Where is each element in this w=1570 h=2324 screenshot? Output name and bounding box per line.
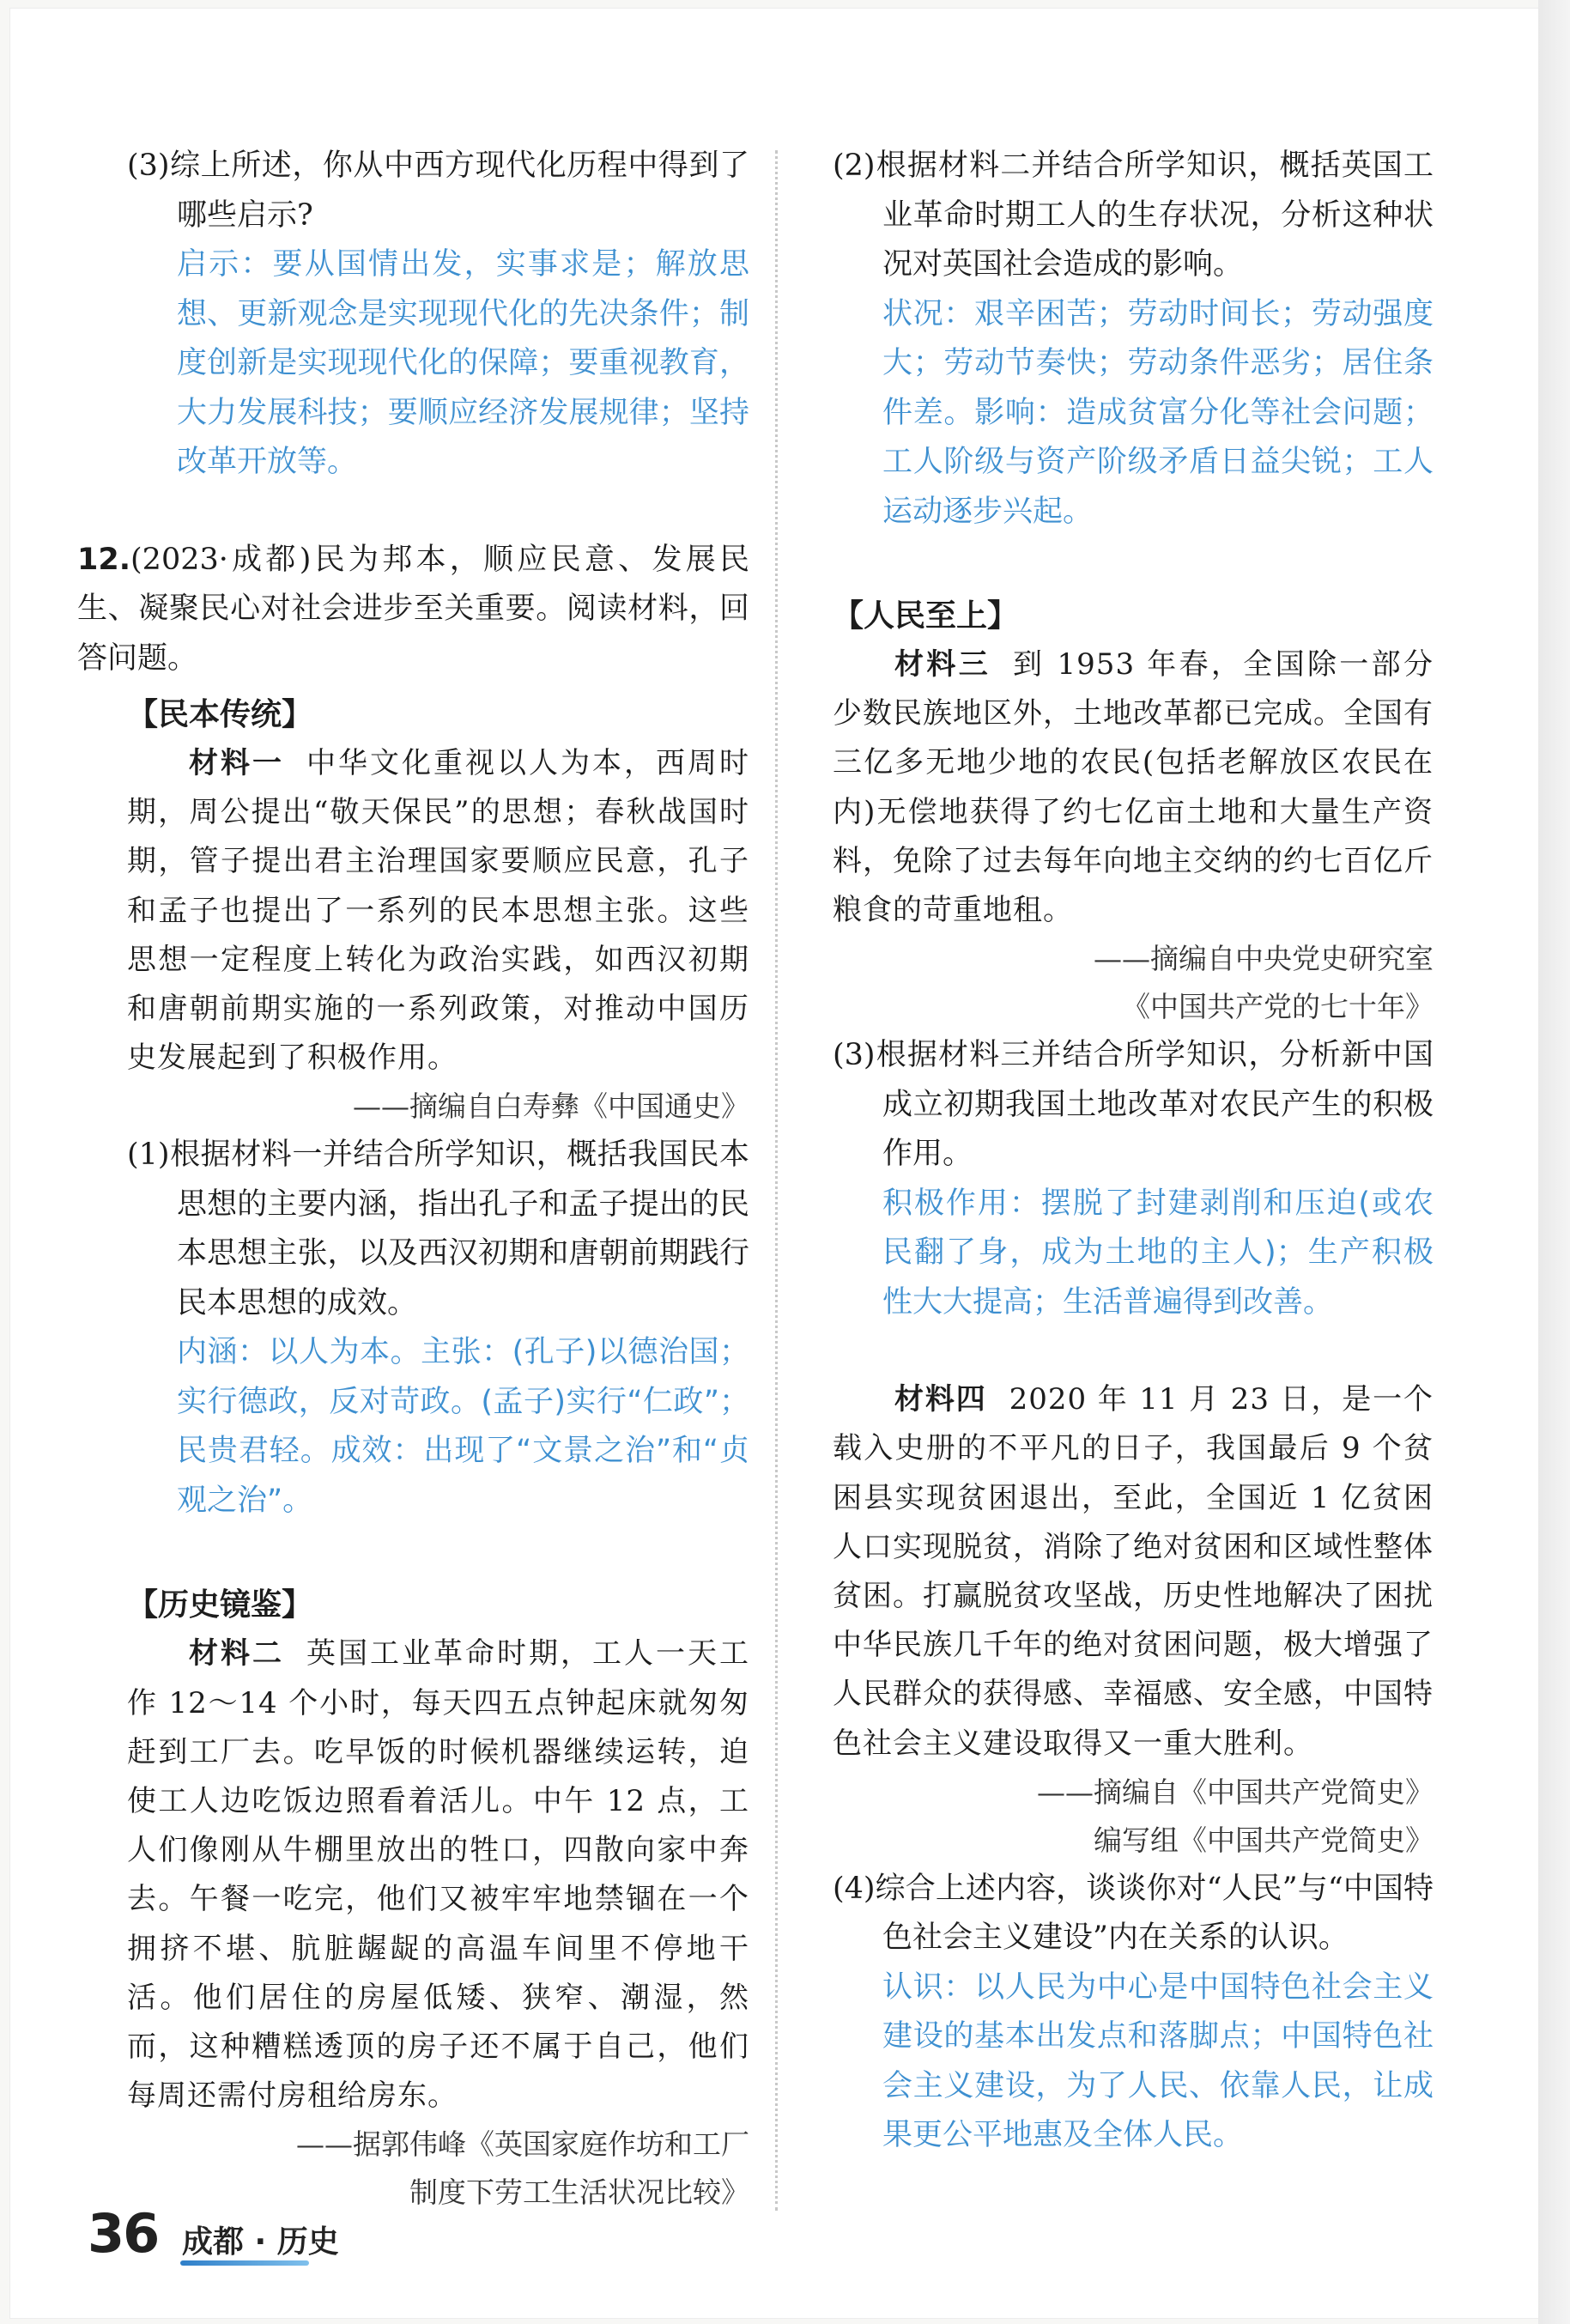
question-12-2: (2)根据材料二并结合所学知识，概括英国工业革命时期工人的生存状况，分析这种状况对英国社会造成的影响。 xyxy=(833,149,1434,282)
left-column xyxy=(77,142,749,2217)
material-2 xyxy=(127,1629,749,2121)
material-1-source: ——摘编自白寿彝《中国通史》 xyxy=(353,1089,749,1124)
footer-subject-label: 成都 · 历史 xyxy=(182,2224,339,2260)
answer-12-3: 积极作用：摆脱了封建剥削和压迫(或农民翻了身，成为土地的主人)；生产积极性大大提高；生活普遍得到改善。 xyxy=(882,1186,1434,1320)
question-12-3: (3)根据材料三并结合所学知识，分析新中国成立初期我国土地改革对农民产生的积极作用。 xyxy=(833,1038,1434,1172)
material-2-source-line-2: 制度下劳工生活状况比较》 xyxy=(409,2175,749,2210)
material-4 xyxy=(833,1375,1434,1769)
right-column xyxy=(833,142,1434,2161)
column-divider xyxy=(775,150,778,2211)
question-11-3: (3)综上所述，你从中西方现代化历程中得到了哪些启示? xyxy=(127,149,749,233)
answer-11-3: 启示：要从国情出发，实事求是；解放思想、更新观念是实现现代化的先决条件；制度创新是实现现代化的保障；要重视教育，大力发展科技；要顺应经济发展规律；坚持改革开放等。 xyxy=(177,247,749,479)
material-3-source-line-2: 《中国共产党的七十年》 xyxy=(1122,990,1434,1024)
material-1 xyxy=(127,739,749,1083)
material-3-source-line-1: ——摘编自中央党史研究室 xyxy=(1094,942,1434,976)
question-12-number: 12. xyxy=(77,542,131,577)
material-3-label: 材料三 xyxy=(894,647,991,682)
page-edge-shadow xyxy=(1538,0,1570,2324)
material-2-text: 英国工业革命时期，工人一天工作 12～14 个小时，每天四五点钟起床就匆匆赶到工厂去。吃早饭的时候机器继续运转，迫使工人边吃饭边照看着活儿。中午 12 点，工人们像刚从牛棚里放出的牲口，四散向家中奔去。午餐一吃完，他们又被牢牢地禁锢在一个拥挤不堪、肮脏龌龊的高温车间里不停地干活。他们居住的房屋低矮、狭窄、潮湿，然而，这种糟糕透顶的房子还不属于自己，他们每周还需付房租给房东。 xyxy=(127,1636,749,2114)
section-heading-lishi: 【历史镜鉴】 xyxy=(127,1587,313,1623)
question-12-intro xyxy=(77,536,749,684)
material-2-label: 材料二 xyxy=(189,1636,284,1672)
answer-12-4: 认识：以人民为中心是中国特色社会主义建设的基本出发点和落脚点；中国特色社会主义建设，为了人民、依靠人民，让成果更公平地惠及全体人民。 xyxy=(882,1969,1434,2153)
material-3 xyxy=(833,640,1434,935)
footer-underline-decoration xyxy=(180,2260,309,2266)
answer-12-2: 状况：艰辛困苦；劳动时间长；劳动强度大；劳动节奏快；劳动条件恶劣；居住条件差。影响：造成贫富分化等社会问题；工人阶级与资产阶级矛盾日益尖锐；工人运动逐步兴起。 xyxy=(882,296,1434,529)
page-number: 36 xyxy=(88,2202,159,2265)
question-12-text: (2023·成都)民为邦本，顺应民意、发展民生、凝聚民心对社会进步至关重要。阅读材料，回答问题。 xyxy=(77,542,749,676)
material-4-text: 2020 年 11 月 23 日，是一个载入史册的不平凡的日子，我国最后 9 个贫困县实现贫困退出，至此，全国近 1 亿贫困人口实现脱贫，消除了绝对贫困和区域性整体贫困。打赢脱贫攻坚战，历史性地解决了困扰中华民族几千年的绝对贫困问题，极大增强了人民群众的获得感、幸福感、安全感，中国特色社会主义建设取得又一重大胜利。 xyxy=(833,1382,1434,1761)
question-12-1: (1)根据材料一并结合所学知识，概括我国民本思想的主要内涵，指出孔子和孟子提出的民本思想主张，以及西汉初期和唐朝前期践行民本思想的成效。 xyxy=(127,1138,749,1320)
material-4-label: 材料四 xyxy=(894,1382,987,1417)
question-12-4: (4)综合上述内容，谈谈你对“人民”与“中国特色社会主义建设”内在关系的认识。 xyxy=(833,1871,1434,1956)
material-4-source-line-1: ——摘编自《中国共产党简史》 xyxy=(1037,1775,1434,1809)
section-heading-minben: 【民本传统】 xyxy=(127,697,313,732)
material-1-text: 中华文化重视以人为本，西周时期，周公提出“敬天保民”的思想；春秋战国时期，管子提出君主治理国家要顺应民意，孔子和孟子也提出了一系列的民本思想主张。这些思想一定程度上转化为政治实践，如西汉初期和唐朝前期实施的一系列政策，对推动中国历史发展起到了积极作用。 xyxy=(127,746,749,1076)
section-heading-renmin: 【人民至上】 xyxy=(833,598,1019,634)
material-2-source-line-1: ——据郭伟峰《英国家庭作坊和工厂 xyxy=(296,2127,749,2162)
material-1-label: 材料一 xyxy=(189,746,284,780)
material-4-source-line-2: 编写组《中国共产党简史》 xyxy=(1094,1823,1434,1857)
material-3-text: 到 1953 年春，全国除一部分少数民族地区外，土地改革都已完成。全国有三亿多无地少地的农民(包括老解放区农民在内)无偿地获得了约七亿亩土地和大量生产资料，免除了过去每年向地主交纳的约七百亿斤粮食的苛重地租。 xyxy=(833,647,1434,928)
answer-12-1: 内涵：以人为本。主张：(孔子)以德治国；实行德政，反对苛政。(孟子)实行“仁政”；民贵君轻。成效：出现了“文景之治”和“贞观之治”。 xyxy=(177,1335,749,1518)
